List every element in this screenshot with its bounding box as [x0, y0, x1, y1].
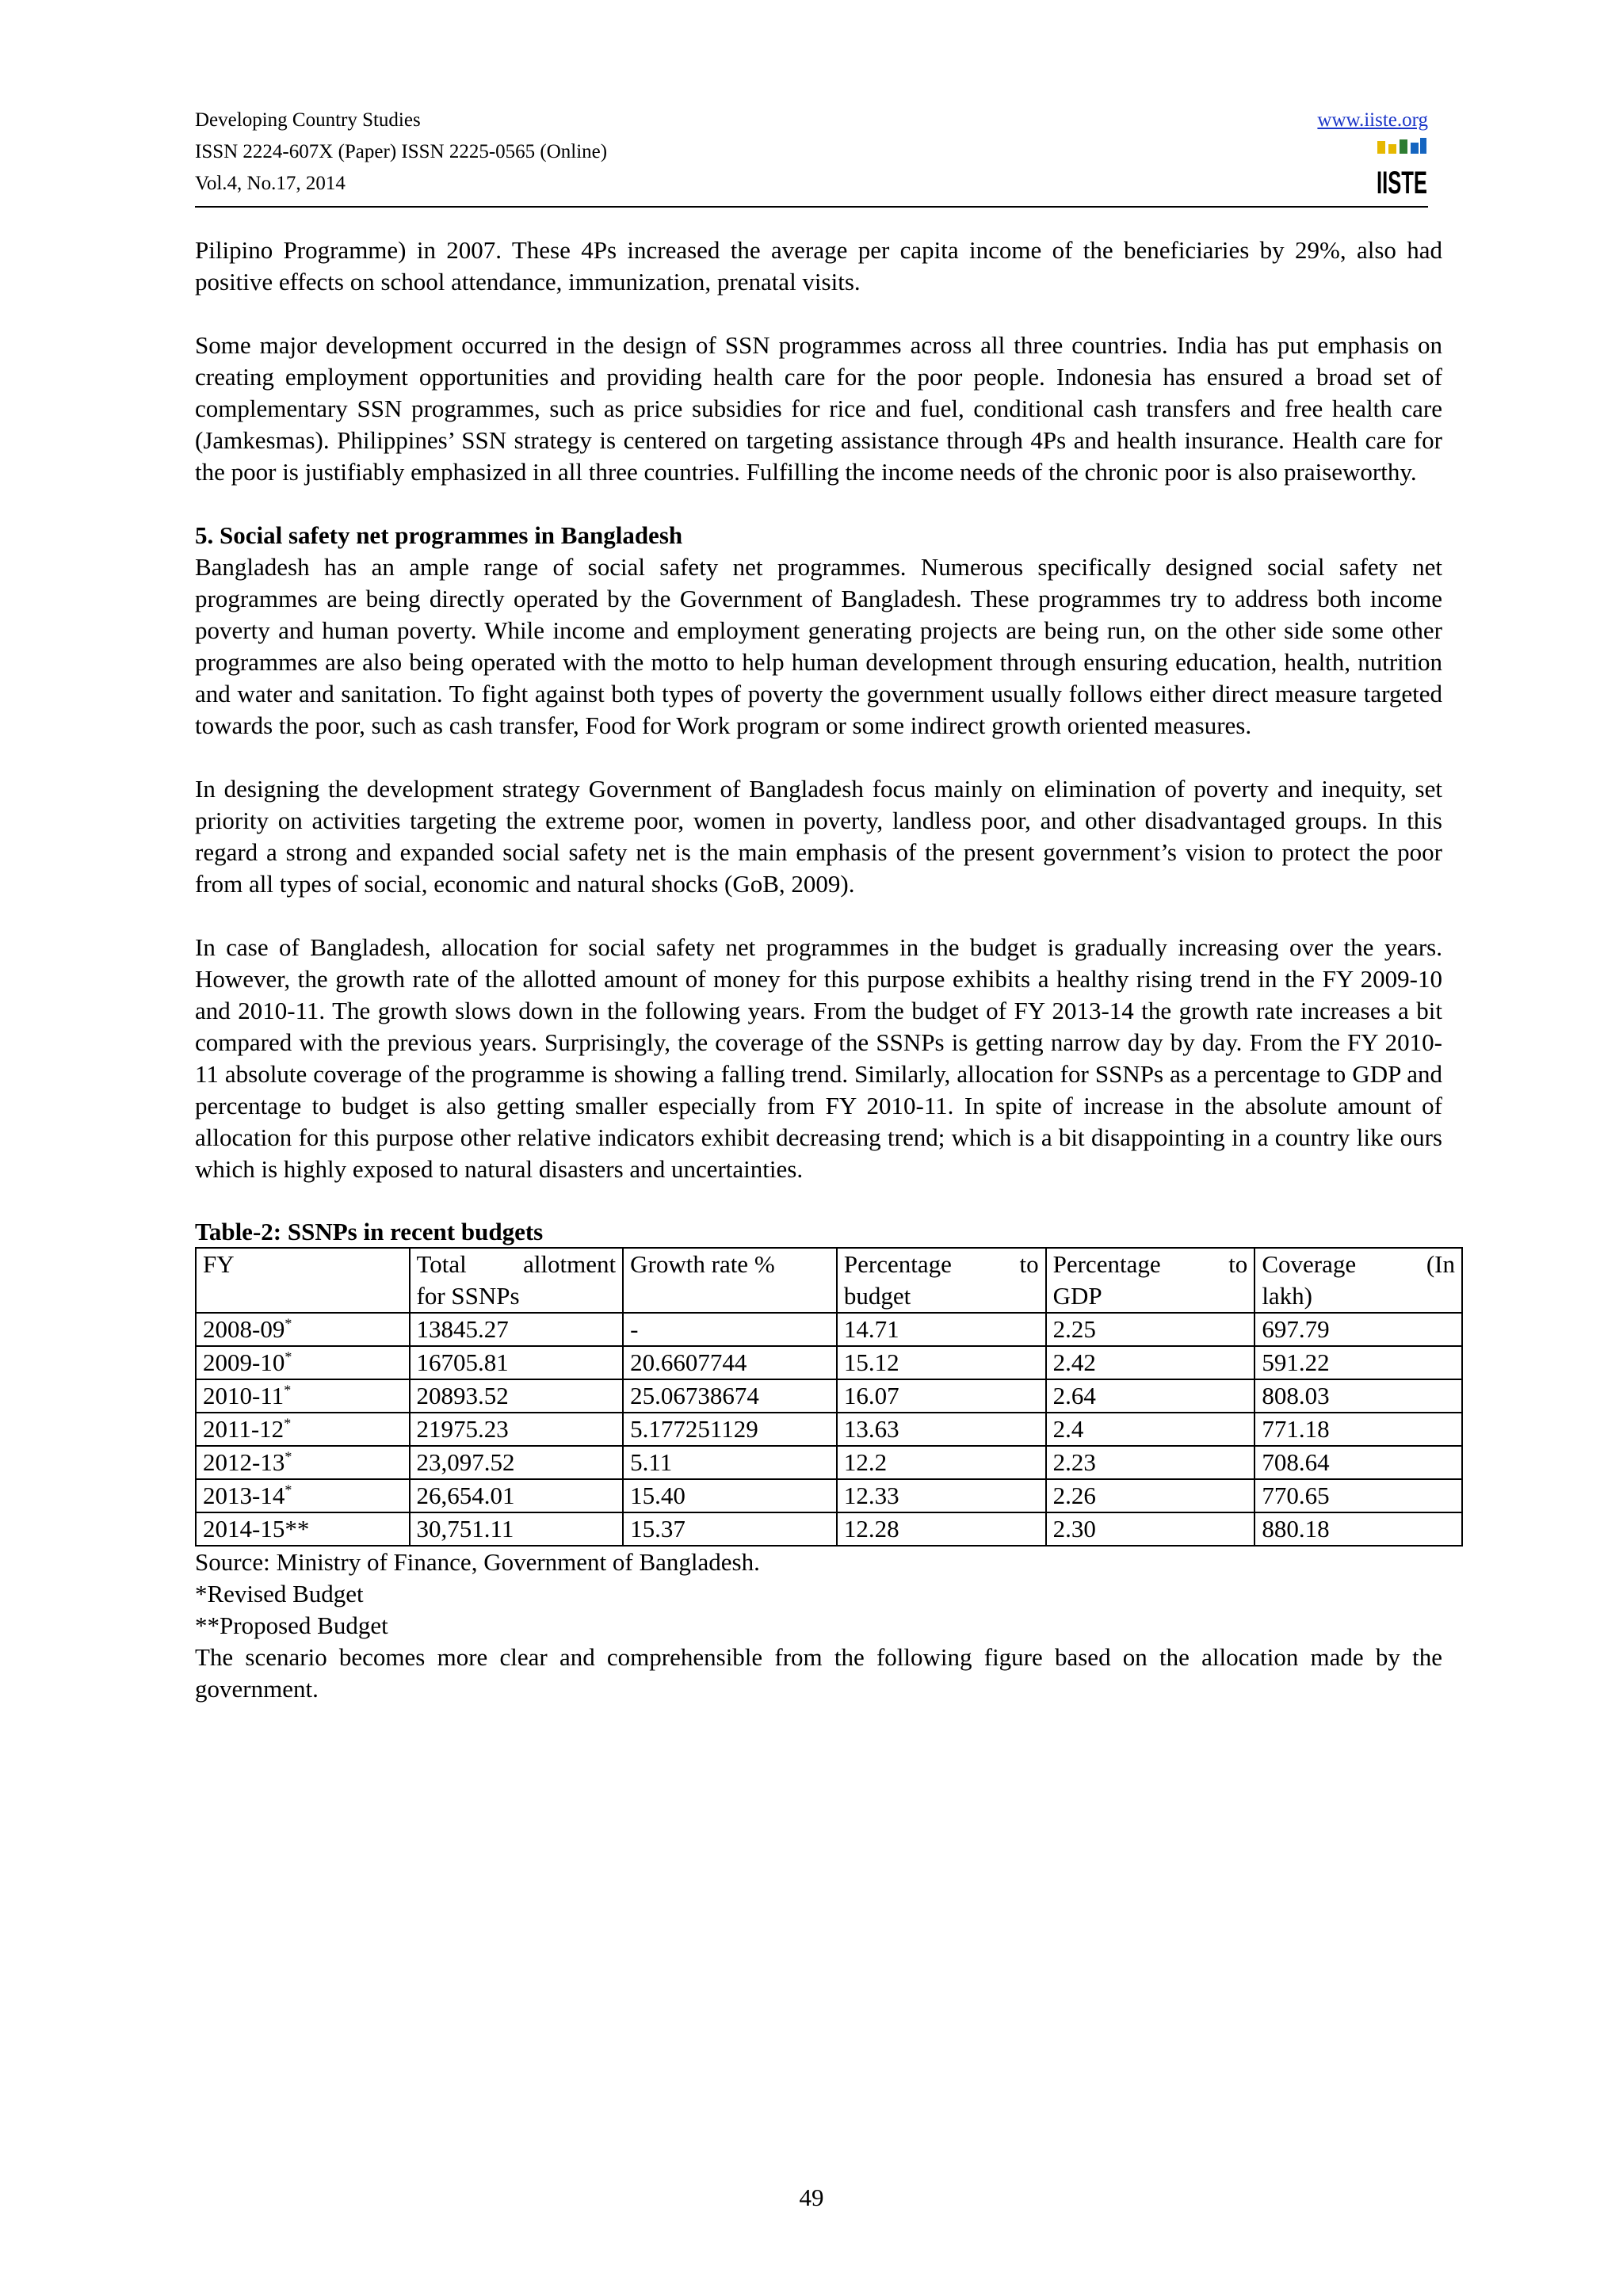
cell-total: 30,751.11: [410, 1512, 624, 1546]
cell-coverage: 591.22: [1254, 1346, 1462, 1379]
cell-pct-budget: 16.07: [837, 1379, 1046, 1413]
cell-total: 13845.27: [410, 1313, 624, 1346]
cell-coverage: 770.65: [1254, 1479, 1462, 1512]
cell-pct-gdp: 2.30: [1046, 1512, 1255, 1546]
cell-growth: -: [623, 1313, 837, 1346]
journal-info: [195, 105, 607, 200]
cell-pct-gdp: 2.23: [1046, 1446, 1255, 1479]
logo-text: IISTE: [1377, 166, 1427, 200]
table-row: [196, 1512, 1462, 1546]
cell-fy: 2010-11*: [196, 1379, 410, 1413]
cell-fy: 2008-09*: [196, 1313, 410, 1346]
journal-volume: Vol.4, No.17, 2014: [195, 173, 346, 194]
table-body: [196, 1313, 1462, 1546]
cell-fy: 2012-13*: [196, 1446, 410, 1479]
header-pct-budget: Percentage to budget: [837, 1248, 1046, 1313]
note-proposed: **Proposed Budget: [195, 1611, 388, 1639]
page-number: 49: [799, 2183, 824, 2211]
ssnp-budget-table: [195, 1247, 1463, 1547]
revised-marker: *: [285, 1315, 292, 1332]
cell-growth: 5.11: [623, 1446, 837, 1479]
cell-coverage: 771.18: [1254, 1413, 1462, 1446]
table-row: [196, 1413, 1462, 1446]
journal-url-link[interactable]: www.iiste.org: [1317, 109, 1428, 131]
cell-growth: 5.177251129: [623, 1413, 837, 1446]
header-rule: [195, 206, 1428, 208]
page-header: [195, 105, 1428, 208]
section-heading: 5. Social safety net programmes in Bangladesh: [195, 521, 683, 549]
cell-pct-gdp: 2.42: [1046, 1346, 1255, 1379]
paragraph-1: Pilipino Programme) in 2007. These 4Ps increased the average per capita income of the beneficiaries by 29%, also had positive effects on school attendance, immunization, prenatal visits.: [195, 236, 1442, 296]
cell-growth: 20.6607744: [623, 1346, 837, 1379]
cell-total: 16705.81: [410, 1346, 624, 1379]
cell-pct-gdp: 2.26: [1046, 1479, 1255, 1512]
table-row: [196, 1379, 1462, 1413]
cell-pct-budget: 12.33: [837, 1479, 1046, 1512]
header-coverage: Coverage (In lakh): [1254, 1248, 1462, 1313]
cell-fy: 2011-12*: [196, 1413, 410, 1446]
iiste-logo-icon: [1376, 138, 1428, 198]
cell-pct-budget: 12.28: [837, 1512, 1046, 1546]
cell-fy: 2009-10*: [196, 1346, 410, 1379]
revised-marker: *: [284, 1382, 292, 1398]
paragraph-2: Some major development occurred in the design of SSN programmes across all three countries. India has put emphasis on creating employment opportunities and providing health care for the poor people. Indonesia has ensured a broad set of complementary SSN programmes, such as price subsidies for rice and fuel, conditional cash transfers and free health care (Jamkesmas). Philippines’ SSN strategy is centered on targeting assistance through 4Ps and health insurance. Health care for the poor is justifiably emphasized in all three countries. Fulfilling the income needs of the chronic poor is also praiseworthy.: [195, 331, 1442, 486]
header-total-allotment: Total allotment for SSNPs: [410, 1248, 624, 1313]
revised-marker: *: [285, 1482, 292, 1498]
cell-growth: 15.37: [623, 1512, 837, 1546]
table-row: [196, 1446, 1462, 1479]
cell-growth: 25.06738674: [623, 1379, 837, 1413]
cell-total: 21975.23: [410, 1413, 624, 1446]
header-fy: FY: [196, 1248, 410, 1313]
section-paragraph-3: In case of Bangladesh, allocation for social safety net programmes in the budget is gradually increasing over the years. However, the growth rate of the allotted amount of money for this purpose exhibits a healthy rising trend in the FY 2009-10 and 2010-11. The growth slows down in the following years. From the budget of FY 2013-14 the growth rate increases a bit compared with the previous years. Surprisingly, the coverage of the SSNPs is getting narrow day by day. From the FY 2010-11 absolute coverage of the programme is showing a falling trend. Similarly, allocation for SSNPs as a percentage to GDP and percentage to budget is also getting smaller especially from FY 2010-11. In spite of increase in the absolute amount of allocation for this purpose other relative indicators exhibit decreasing trend; which is a bit disappointing in a country like ours which is highly exposed to natural disasters and uncertainties.: [195, 933, 1442, 1183]
revised-marker: *: [284, 1415, 292, 1432]
header-growth-rate: Growth rate %: [623, 1248, 837, 1313]
section-paragraph-1: Bangladesh has an ample range of social safety net programmes. Numerous specifically designed social safety net programmes are being directly operated by the Government of Bangladesh. These programmes try to address both income poverty and human poverty. While income and employment generating projects are being run, on the other side some other programmes are also being operated with the motto to help human development through ensuring education, health, nutrition and water and sanitation. To fight against both types of poverty the government usually follows either direct measure targeted towards the poor, such as cash transfer, Food for Work program or some indirect growth oriented measures.: [195, 553, 1442, 739]
cell-pct-budget: 13.63: [837, 1413, 1046, 1446]
table-header-row: [196, 1248, 1462, 1313]
journal-issn: ISSN 2224-607X (Paper) ISSN 2225-0565 (Online): [195, 141, 608, 162]
cell-fy: 2013-14*: [196, 1479, 410, 1512]
cell-pct-gdp: 2.25: [1046, 1313, 1255, 1346]
cell-total: 26,654.01: [410, 1479, 624, 1512]
cell-coverage: 880.18: [1254, 1512, 1462, 1546]
table-row: [196, 1479, 1462, 1512]
cell-pct-budget: 12.2: [837, 1446, 1046, 1479]
cell-coverage: 697.79: [1254, 1313, 1462, 1346]
table-row: [196, 1313, 1462, 1346]
cell-total: 23,097.52: [410, 1446, 624, 1479]
table-source: Source: Ministry of Finance, Government of Bangladesh.: [195, 1548, 760, 1576]
cell-coverage: 808.03: [1254, 1379, 1462, 1413]
revised-marker: *: [285, 1348, 292, 1365]
journal-name: Developing Country Studies: [195, 109, 421, 131]
cell-total: 20893.52: [410, 1379, 624, 1413]
table-notes: [195, 1547, 1442, 1642]
cell-fy: 2014-15**: [196, 1512, 410, 1546]
revised-marker: *: [285, 1448, 292, 1465]
cell-pct-budget: 15.12: [837, 1346, 1046, 1379]
article-body: [195, 235, 1455, 1705]
cell-pct-budget: 14.71: [837, 1313, 1046, 1346]
note-revised: *Revised Budget: [195, 1580, 364, 1608]
table-caption: Table-2: SSNPs in recent budgets: [195, 1218, 544, 1245]
header-pct-gdp: Percentage to GDP: [1046, 1248, 1255, 1313]
cell-pct-gdp: 2.64: [1046, 1379, 1255, 1413]
closing-paragraph: The scenario becomes more clear and comprehensible from the following figure based on the allocation made by the government.: [195, 1643, 1442, 1703]
section-paragraph-2: In designing the development strategy Government of Bangladesh focus mainly on elimination of poverty and inequity, set priority on activities targeting the extreme poor, women in poverty, landless poor, and other disadvantaged groups. In this regard a strong and expanded social safety net is the main emphasis of the present government’s vision to protect the poor from all types of social, economic and natural shocks (GoB, 2009).: [195, 775, 1442, 898]
cell-coverage: 708.64: [1254, 1446, 1462, 1479]
cell-pct-gdp: 2.4: [1046, 1413, 1255, 1446]
cell-growth: 15.40: [623, 1479, 837, 1512]
table-row: [196, 1346, 1462, 1379]
